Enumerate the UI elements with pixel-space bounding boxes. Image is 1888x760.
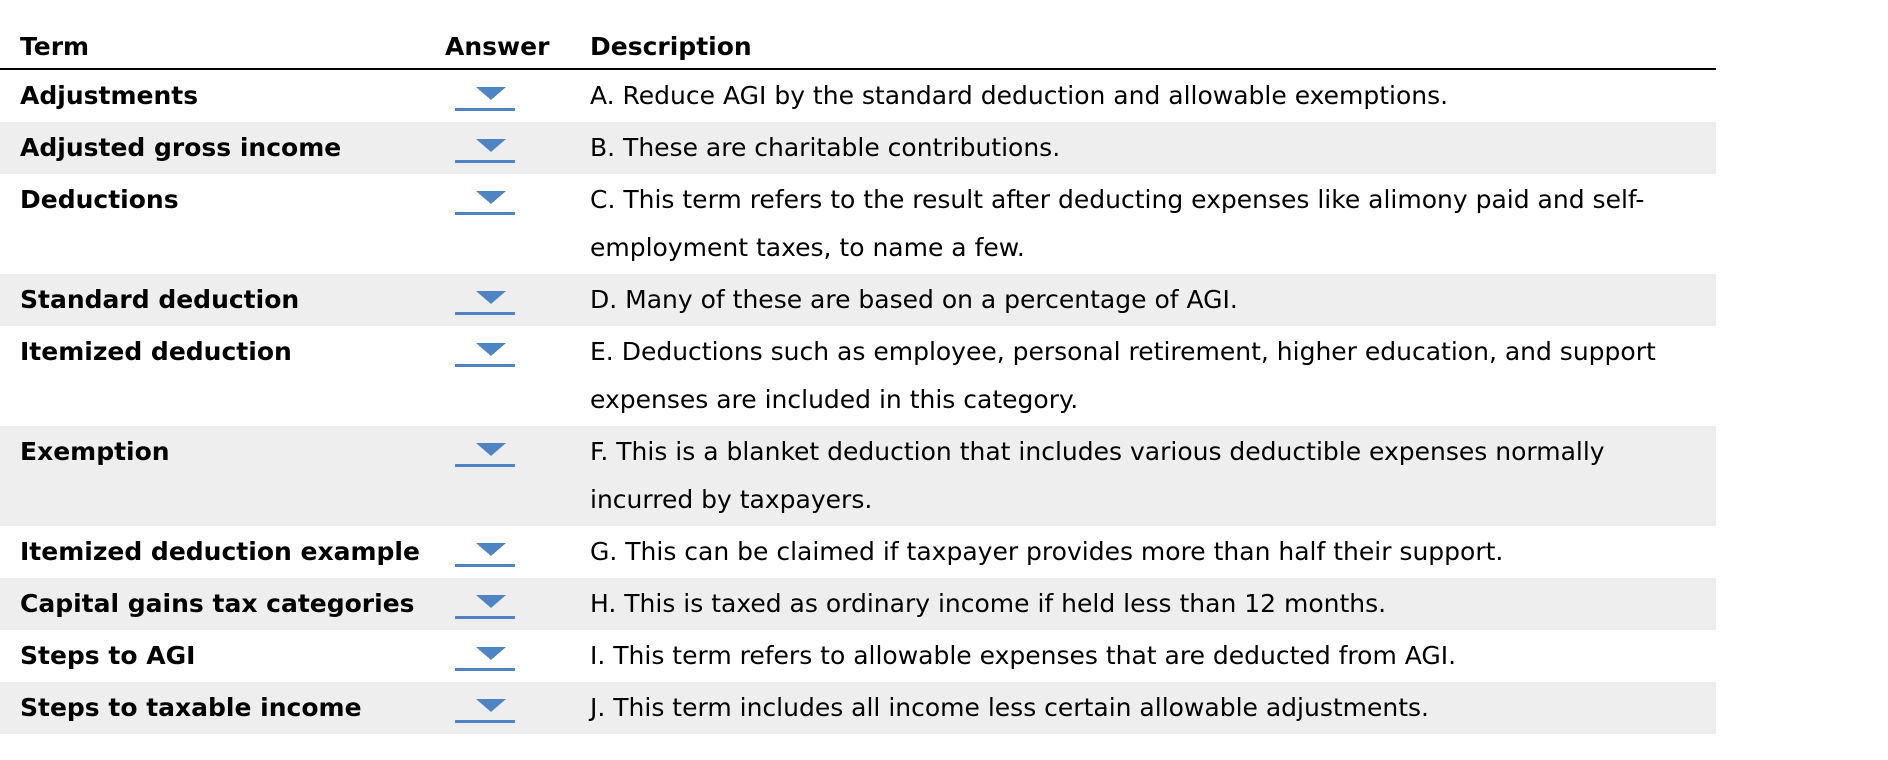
answer-underline: [455, 312, 515, 315]
table-row: [0, 630, 1716, 682]
description-column-header: Description: [590, 31, 752, 61]
answer-column-header: Answer: [445, 31, 550, 61]
answer-dropdown[interactable]: [455, 335, 517, 367]
description-text: I. This term refers to allowable expenses that are deducted from AGI.: [590, 641, 1457, 670]
answer-dropdown[interactable]: [455, 131, 517, 163]
term-column-header: Term: [20, 31, 90, 61]
chevron-down-icon: [476, 87, 506, 100]
description-text: H. This is taxed as ordinary income if held less than 12 months.: [590, 589, 1387, 618]
chevron-down-icon: [476, 595, 506, 608]
answer-underline: [455, 364, 515, 367]
chevron-down-icon: [476, 699, 506, 712]
term-label: Steps to AGI: [20, 641, 196, 670]
chevron-down-icon: [476, 139, 506, 152]
chevron-down-icon: [476, 191, 506, 204]
term-label: Itemized deduction: [20, 337, 292, 366]
table-row: [0, 578, 1716, 630]
table-row: [0, 526, 1716, 578]
chevron-down-icon: [476, 443, 506, 456]
answer-underline: [455, 212, 515, 215]
table-row: [0, 326, 1716, 426]
term-label: Adjustments: [20, 81, 199, 110]
matching-table: [0, 24, 1716, 734]
description-text: G. This can be claimed if taxpayer provides more than half their support.: [590, 537, 1504, 566]
chevron-down-icon: [476, 291, 506, 304]
description-text: J. This term includes all income less certain allowable adjustments.: [590, 693, 1430, 722]
answer-underline: [455, 616, 515, 619]
term-label: Itemized deduction example: [20, 537, 420, 566]
description-text: D. Many of these are based on a percentage of AGI.: [590, 285, 1238, 314]
table-row: [0, 274, 1716, 326]
answer-dropdown[interactable]: [455, 183, 517, 215]
answer-dropdown[interactable]: [455, 639, 517, 671]
term-label: Exemption: [20, 437, 170, 466]
answer-underline: [455, 108, 515, 111]
answer-dropdown[interactable]: [455, 691, 517, 723]
term-label: Standard deduction: [20, 285, 300, 314]
description-text: C. This term refers to the result after deducting expenses like alimony paid and self-employment taxes, to name a few.: [590, 185, 1645, 262]
answer-dropdown[interactable]: [455, 587, 517, 619]
table-row: [0, 426, 1716, 526]
answer-dropdown[interactable]: [455, 435, 517, 467]
answer-dropdown[interactable]: [455, 79, 517, 111]
table-row: [0, 174, 1716, 274]
term-label: Adjusted gross income: [20, 133, 342, 162]
answer-underline: [455, 720, 515, 723]
answer-underline: [455, 564, 515, 567]
answer-underline: [455, 160, 515, 163]
description-text: F. This is a blanket deduction that includes various deductible expenses normally incurred by taxpayers.: [590, 437, 1605, 514]
answer-underline: [455, 464, 515, 467]
answer-dropdown[interactable]: [455, 283, 517, 315]
term-label: Capital gains tax categories: [20, 589, 415, 618]
table-header: [0, 24, 1716, 70]
answer-underline: [455, 668, 515, 671]
description-text: A. Reduce AGI by the standard deduction and allowable exemptions.: [590, 81, 1449, 110]
description-text: E. Deductions such as employee, personal retirement, higher education, and support expenses are included in this category.: [590, 337, 1656, 414]
table-row: [0, 70, 1716, 122]
table-row: [0, 122, 1716, 174]
chevron-down-icon: [476, 647, 506, 660]
chevron-down-icon: [476, 343, 506, 356]
description-text: B. These are charitable contributions.: [590, 133, 1061, 162]
chevron-down-icon: [476, 543, 506, 556]
term-label: Steps to taxable income: [20, 693, 362, 722]
table-row: [0, 682, 1716, 734]
answer-dropdown[interactable]: [455, 535, 517, 567]
term-label: Deductions: [20, 185, 179, 214]
